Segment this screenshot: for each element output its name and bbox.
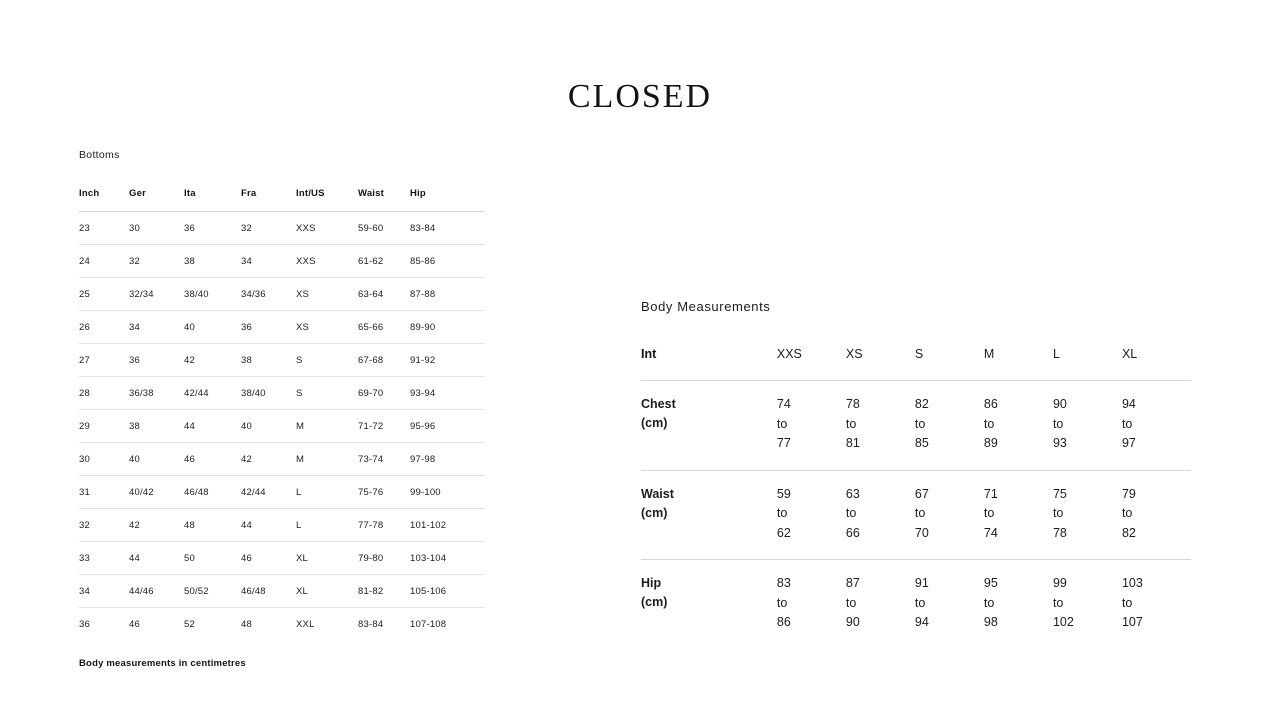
measurement-range-from: 86 — [983, 397, 998, 411]
table-cell: M — [296, 443, 358, 476]
table-cell: 34 — [79, 575, 129, 608]
table-cell: XL — [296, 575, 358, 608]
column-header-inch: Inch — [79, 188, 129, 212]
measurement-range-from: 75 — [1052, 486, 1067, 501]
measurement-range-from: 59 — [776, 486, 791, 501]
body-measurements-title: Body Measurements — [641, 299, 771, 314]
measurement-range — [846, 381, 915, 471]
measurement-range-upto: 70 — [914, 525, 929, 540]
table-row — [79, 311, 485, 344]
table-cell: 32 — [79, 509, 129, 542]
table-cell: 32/34 — [129, 278, 184, 311]
measurement-range — [777, 470, 846, 560]
body-header-size-m: M — [984, 347, 1053, 381]
table-cell: 83-84 — [358, 619, 384, 630]
measurement-range-upto: 97 — [1121, 436, 1136, 450]
measurement-range — [915, 470, 984, 560]
measurement-range-from: 94 — [1121, 397, 1136, 411]
bottoms-size-table-block — [79, 149, 485, 640]
measurement-range-upto: 62 — [776, 525, 791, 540]
table-cell: 24 — [79, 245, 129, 278]
table-cell: 42 — [241, 443, 296, 476]
measurement-range-upto: 78 — [1052, 525, 1067, 540]
measurement-range — [1053, 470, 1122, 560]
table-cell: 29 — [79, 410, 129, 443]
table-cell: XXS — [296, 212, 358, 245]
table-cell: 30 — [129, 212, 184, 245]
measurement-range-to: to — [845, 506, 857, 520]
table-cell: 34 — [129, 311, 184, 344]
measurement-range-from: 79 — [1121, 486, 1136, 501]
brand-logo: CLOSED — [567, 78, 713, 115]
measurement-range-from: 74 — [776, 397, 791, 411]
table-cell: XXS — [296, 245, 358, 278]
table-cell: 48 — [241, 619, 252, 630]
measurement-range-from: 99 — [1052, 576, 1067, 590]
table-cell: 42 — [129, 509, 184, 542]
column-header-int-us: Int/US — [296, 188, 358, 212]
table-cell: 42/44 — [241, 476, 296, 509]
measurement-label — [641, 470, 777, 560]
measurement-label — [641, 381, 777, 471]
table-cell: 44 — [241, 509, 296, 542]
table-cell: 32 — [241, 212, 296, 245]
bottoms-table-footnote: Body measurements in centimetres — [79, 658, 246, 669]
measurement-range-to: to — [845, 416, 857, 431]
table-cell: 36 — [79, 619, 90, 630]
table-cell: XXL — [296, 619, 315, 630]
measurement-label-name: Chest — [641, 397, 676, 411]
table-cell: 46/48 — [241, 575, 296, 608]
measurement-range-to: to — [1121, 506, 1133, 520]
measurement-range-to: to — [845, 595, 857, 610]
table-cell: L — [296, 509, 358, 542]
measurement-range — [1122, 470, 1191, 560]
table-cell: 44 — [184, 410, 241, 443]
measurement-range-upto: 89 — [983, 436, 998, 450]
body-header-size-l: L — [1053, 347, 1122, 381]
table-cell: 36 — [184, 212, 241, 245]
table-cell: 36 — [241, 311, 296, 344]
table-cell: 50 — [184, 542, 241, 575]
table-cell: L — [296, 476, 358, 509]
table-cell: 38 — [129, 410, 184, 443]
table-cell: 28 — [79, 377, 129, 410]
table-cell: 52 — [184, 619, 195, 630]
body-header-size-s: S — [915, 347, 984, 381]
table-cell: 85-86 — [410, 245, 485, 278]
measurement-range-upto: 86 — [776, 615, 791, 629]
table-row — [79, 509, 485, 542]
table-row — [79, 575, 485, 608]
measurement-range-upto: 94 — [914, 615, 929, 629]
body-header-size-xl: XL — [1122, 347, 1191, 381]
measurement-range-to: to — [914, 595, 926, 610]
table-cell: 36/38 — [129, 377, 184, 410]
measurement-range — [1053, 381, 1122, 471]
measurement-range — [1122, 560, 1191, 649]
measurement-range-to: to — [914, 416, 926, 431]
measurement-range — [915, 381, 984, 471]
measurement-range — [984, 381, 1053, 471]
body-header-size-xxs: XXS — [777, 347, 846, 381]
measurement-range — [984, 470, 1053, 560]
table-cell: 38/40 — [241, 377, 296, 410]
table-cell: 97-98 — [410, 443, 485, 476]
measurement-range-to: to — [1121, 416, 1133, 431]
table-cell: 59-60 — [358, 212, 410, 245]
table-row — [79, 278, 485, 311]
measurement-range-to: to — [1052, 416, 1064, 431]
measurement-range-from: 87 — [845, 576, 860, 590]
table-cell: 107-108 — [410, 619, 447, 630]
table-cell: 63-64 — [358, 278, 410, 311]
table-row — [79, 410, 485, 443]
body-header-row — [641, 347, 1191, 381]
table-cell: 87-88 — [410, 278, 485, 311]
bottoms-size-table — [79, 188, 485, 640]
table-cell: 101-102 — [410, 509, 485, 542]
table-cell: 69-70 — [358, 377, 410, 410]
table-cell: 36 — [129, 344, 184, 377]
table-cell: 42 — [184, 344, 241, 377]
table-cell: 79-80 — [358, 542, 410, 575]
table-cell: 46 — [129, 619, 140, 630]
table-cell: 71-72 — [358, 410, 410, 443]
table-row — [79, 443, 485, 476]
measurement-range-from: 90 — [1052, 397, 1067, 411]
table-cell: 38/40 — [184, 278, 241, 311]
column-header-fra: Fra — [241, 188, 296, 212]
table-row — [79, 476, 485, 509]
measurement-range-from: 63 — [845, 486, 860, 501]
body-measurements-block — [641, 299, 1191, 649]
measurement-range-upto: 107 — [1121, 615, 1143, 629]
measurement-range-from: 82 — [914, 397, 929, 411]
table-cell: S — [296, 377, 358, 410]
table-row — [79, 542, 485, 575]
measurement-range-upto: 74 — [983, 525, 998, 540]
table-cell: 75-76 — [358, 476, 410, 509]
table-row — [79, 377, 485, 410]
table-cell: 73-74 — [358, 443, 410, 476]
measurement-range-to: to — [776, 506, 788, 520]
body-header-int: Int — [641, 347, 777, 381]
table-cell: 91-92 — [410, 344, 485, 377]
measurement-range — [1122, 381, 1191, 471]
column-header-waist: Waist — [358, 188, 410, 212]
table-cell: 44/46 — [129, 575, 184, 608]
table-row — [79, 245, 485, 278]
measurement-label-name: Hip — [641, 576, 662, 590]
measurement-row — [641, 381, 1191, 471]
measurement-range-upto: 85 — [914, 436, 929, 450]
table-cell: 34/36 — [241, 278, 296, 311]
measurement-range-upto: 81 — [845, 436, 860, 450]
measurement-range-from: 67 — [914, 486, 929, 501]
column-header-ger: Ger — [129, 188, 184, 212]
measurement-range-upto: 66 — [845, 525, 860, 540]
measurement-label — [641, 560, 777, 649]
table-cell: 32 — [129, 245, 184, 278]
table-header-row — [79, 188, 485, 212]
measurement-range-upto: 82 — [1121, 525, 1136, 540]
table-cell: 40 — [184, 311, 241, 344]
table-cell: 40/42 — [129, 476, 184, 509]
table-cell: 27 — [79, 344, 129, 377]
table-cell: 44 — [129, 542, 184, 575]
measurement-range-upto: 77 — [776, 436, 791, 450]
table-cell: M — [296, 410, 358, 443]
measurement-range-to: to — [776, 595, 788, 610]
table-cell: 77-78 — [358, 509, 410, 542]
measurement-range — [777, 560, 846, 649]
table-cell: 50/52 — [184, 575, 241, 608]
table-cell: XL — [296, 542, 358, 575]
table-cell: 40 — [241, 410, 296, 443]
table-cell: 83-84 — [410, 212, 485, 245]
measurement-row — [641, 560, 1191, 649]
table-cell: XS — [296, 311, 358, 344]
table-cell: 46 — [184, 443, 241, 476]
bottoms-table-title: Bottoms — [79, 149, 120, 161]
measurement-range-from: 83 — [776, 576, 791, 590]
table-cell: 26 — [79, 311, 129, 344]
table-cell: 38 — [184, 245, 241, 278]
table-cell: 33 — [79, 542, 129, 575]
table-cell: 67-68 — [358, 344, 410, 377]
table-cell: 105-106 — [410, 575, 485, 608]
measurement-range-from: 103 — [1121, 576, 1143, 590]
table-cell: 46/48 — [184, 476, 241, 509]
body-header-size-xs: XS — [846, 347, 915, 381]
measurement-range-upto: 98 — [983, 615, 998, 629]
measurement-label-unit: (cm) — [641, 505, 668, 520]
measurement-range-to: to — [1121, 595, 1133, 610]
body-measurements-table — [641, 347, 1191, 649]
table-cell: 103-104 — [410, 542, 485, 575]
measurement-range-to: to — [983, 595, 995, 610]
measurement-range — [984, 560, 1053, 649]
measurement-range — [915, 560, 984, 649]
measurement-range-to: to — [983, 416, 995, 431]
table-cell: 40 — [129, 443, 184, 476]
table-cell: 48 — [184, 509, 241, 542]
table-cell: 89-90 — [410, 311, 485, 344]
measurement-range — [1053, 560, 1122, 649]
measurement-label-unit: (cm) — [641, 595, 668, 609]
measurement-range-to: to — [914, 506, 926, 520]
table-cell: 81-82 — [358, 575, 410, 608]
table-cell: 23 — [79, 212, 129, 245]
measurement-range-upto: 90 — [845, 615, 860, 629]
table-row — [79, 344, 485, 377]
table-row — [79, 212, 485, 245]
table-cell: 93-94 — [410, 377, 485, 410]
table-cell: 38 — [241, 344, 296, 377]
column-header-ita: Ita — [184, 188, 241, 212]
measurement-range-to: to — [1052, 506, 1064, 520]
measurement-range — [846, 560, 915, 649]
table-cell: 61-62 — [358, 245, 410, 278]
table-cell: S — [296, 344, 358, 377]
table-cell: XS — [296, 278, 358, 311]
column-header-hip: Hip — [410, 188, 485, 212]
measurement-range-from: 71 — [983, 486, 998, 501]
measurement-label-name: Waist — [641, 486, 674, 501]
measurement-range — [777, 381, 846, 471]
table-cell: 31 — [79, 476, 129, 509]
table-cell: 25 — [79, 278, 129, 311]
measurement-range-to: to — [1052, 595, 1064, 610]
table-cell: 34 — [241, 245, 296, 278]
measurement-range-from: 78 — [845, 397, 860, 411]
table-cell: 30 — [79, 443, 129, 476]
measurement-range-upto: 102 — [1052, 615, 1074, 629]
measurement-range-to: to — [983, 506, 995, 520]
table-row — [79, 608, 485, 641]
measurement-range-from: 91 — [914, 576, 929, 590]
measurement-range-to: to — [776, 416, 788, 431]
measurement-label-unit: (cm) — [641, 416, 668, 430]
table-cell: 46 — [241, 542, 296, 575]
measurement-range — [846, 470, 915, 560]
measurement-range-from: 95 — [983, 576, 998, 590]
measurement-row — [641, 470, 1191, 560]
table-cell: 99-100 — [410, 476, 485, 509]
table-cell: 95-96 — [410, 410, 485, 443]
table-cell: 65-66 — [358, 311, 410, 344]
measurement-range-upto: 93 — [1052, 436, 1067, 450]
table-cell: 42/44 — [184, 377, 241, 410]
